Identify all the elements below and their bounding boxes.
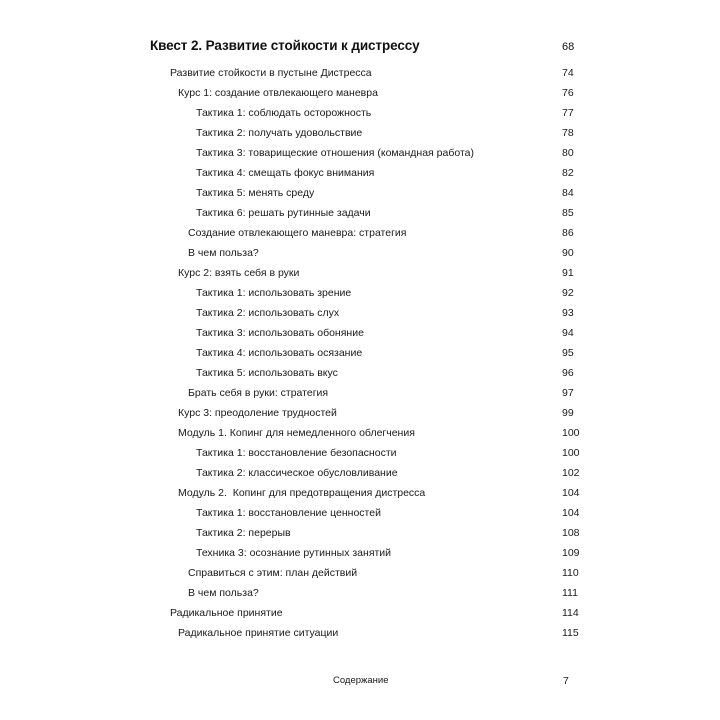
- toc-entry-label: Создание отвлекающего маневра: стратегия: [188, 227, 407, 239]
- toc-entry: [0, 246, 720, 266]
- toc-entry-page-number: 92: [562, 287, 574, 299]
- toc-entry: [0, 466, 720, 486]
- toc-entry-label: Модуль 2. Копинг для предотвращения дистресса: [178, 487, 426, 499]
- toc-entry-label: Курс 1: создание отвлекающего маневра: [178, 87, 378, 99]
- toc-chapter-page-number: 68: [562, 41, 575, 53]
- toc-entry-label: В чем польза?: [188, 247, 259, 259]
- toc-entry-page-number: 96: [562, 367, 574, 379]
- footer-page-number: 7: [563, 675, 569, 687]
- toc-entry: [0, 566, 720, 586]
- toc-entry: [0, 506, 720, 526]
- toc-entry-page-number: 95: [562, 347, 574, 359]
- toc-entry-label: Курс 3: преодоление трудностей: [178, 407, 337, 419]
- toc-entry-page-number: 84: [562, 187, 574, 199]
- toc-entry: [0, 146, 720, 166]
- toc-entry-page-number: 102: [562, 467, 580, 479]
- toc-entry-label: Тактика 1: восстановление безопасности: [196, 447, 397, 459]
- toc-entry: [0, 526, 720, 546]
- toc-entry-label: Тактика 6: решать рутинные задачи: [196, 207, 371, 219]
- toc-entry-label: Тактика 3: использовать обоняние: [196, 327, 364, 339]
- toc-entry: [0, 426, 720, 446]
- toc-entry-label: В чем польза?: [188, 587, 259, 599]
- toc-entry-page-number: 85: [562, 207, 574, 219]
- toc-entry-label: Радикальное принятие ситуации: [178, 627, 339, 639]
- toc-entry-list: [0, 66, 720, 646]
- toc-entry-label: Тактика 2: получать удовольствие: [196, 127, 363, 139]
- toc-entry-page-number: 77: [562, 107, 574, 119]
- toc-entry-label: Тактика 1: использовать зрение: [196, 287, 352, 299]
- toc-entry-label: Тактика 1: восстановление ценностей: [196, 507, 381, 519]
- toc-entry: [0, 66, 720, 86]
- toc-entry: [0, 406, 720, 426]
- footer-section-label: Содержание: [333, 675, 389, 686]
- toc-entry-page-number: 114: [562, 607, 579, 619]
- page-footer: [0, 674, 720, 692]
- toc-entry-page-number: 91: [562, 267, 574, 279]
- toc-entry-page-number: 78: [562, 127, 574, 139]
- toc-entry-page-number: 109: [562, 547, 580, 559]
- toc-entry-page-number: 108: [562, 527, 580, 539]
- toc-entry-page-number: 100: [562, 447, 580, 459]
- toc-entry-page-number: 111: [562, 587, 578, 599]
- toc-entry-label: Модуль 1. Копинг для немедленного облегчения: [178, 427, 415, 439]
- toc-entry: [0, 206, 720, 226]
- toc-entry-label: Тактика 4: смещать фокус внимания: [196, 167, 375, 179]
- toc-entry-page-number: 80: [562, 147, 574, 159]
- toc-entry: [0, 86, 720, 106]
- toc-entry: [0, 446, 720, 466]
- toc-entry-page-number: 99: [562, 407, 574, 419]
- toc-entry: [0, 626, 720, 646]
- toc-entry-label: Развитие стойкости в пустыне Дистресса: [170, 67, 372, 79]
- toc-entry-page-number: 82: [562, 167, 574, 179]
- toc-entry: [0, 166, 720, 186]
- toc-entry: [0, 586, 720, 606]
- toc-entry: [0, 386, 720, 406]
- toc-entry-page-number: 76: [562, 87, 574, 99]
- toc-entry-page-number: 93: [562, 307, 574, 319]
- toc-chapter-heading: [0, 38, 720, 58]
- toc-entry: [0, 606, 720, 626]
- toc-entry: [0, 326, 720, 346]
- toc-entry-label: Тактика 1: соблюдать осторожность: [196, 107, 372, 119]
- toc-entry-label: Тактика 5: менять среду: [196, 187, 315, 199]
- toc-entry-page-number: 94: [562, 327, 574, 339]
- toc-entry-page-number: 104: [562, 487, 580, 499]
- toc-entry-page-number: 110: [562, 567, 579, 579]
- toc-entry-label: Брать себя в руки: стратегия: [188, 387, 329, 399]
- toc-chapter-title: Квест 2. Развитие стойкости к дистрессу: [150, 38, 420, 53]
- toc-entry-label: Тактика 4: использовать осязание: [196, 347, 363, 359]
- toc-entry-label: Тактика 2: перерыв: [196, 527, 291, 539]
- toc-entry: [0, 126, 720, 146]
- toc-entry-label: Справиться с этим: план действий: [188, 567, 358, 579]
- toc-entry-label: Тактика 2: классическое обусловливание: [196, 467, 398, 479]
- toc-entry: [0, 266, 720, 286]
- toc-entry: [0, 306, 720, 326]
- toc-entry-label: Радикальное принятие: [170, 607, 283, 619]
- toc-entry-label: Тактика 5: использовать вкус: [196, 367, 338, 379]
- toc-entry-label: Тактика 3: товарищеские отношения (командная работа): [196, 147, 474, 159]
- toc-entry: [0, 106, 720, 126]
- toc-entry: [0, 486, 720, 506]
- toc-entry: [0, 346, 720, 366]
- toc-entry: [0, 286, 720, 306]
- toc-entry: [0, 226, 720, 246]
- toc-entry: [0, 186, 720, 206]
- toc-entry-page-number: 104: [562, 507, 580, 519]
- toc-entry-label: Техника 3: осознание рутинных занятий: [196, 547, 392, 559]
- toc-entry-page-number: 115: [562, 627, 579, 639]
- toc-entry: [0, 546, 720, 566]
- toc-entry-label: Тактика 2: использовать слух: [196, 307, 340, 319]
- toc-entry-page-number: 86: [562, 227, 574, 239]
- toc-entry-page-number: 100: [562, 427, 580, 439]
- toc-entry-page-number: 97: [562, 387, 574, 399]
- toc-entry: [0, 366, 720, 386]
- toc-entry-page-number: 74: [562, 67, 574, 79]
- toc-entry-page-number: 90: [562, 247, 574, 259]
- toc-entry-label: Курс 2: взять себя в руки: [178, 267, 300, 279]
